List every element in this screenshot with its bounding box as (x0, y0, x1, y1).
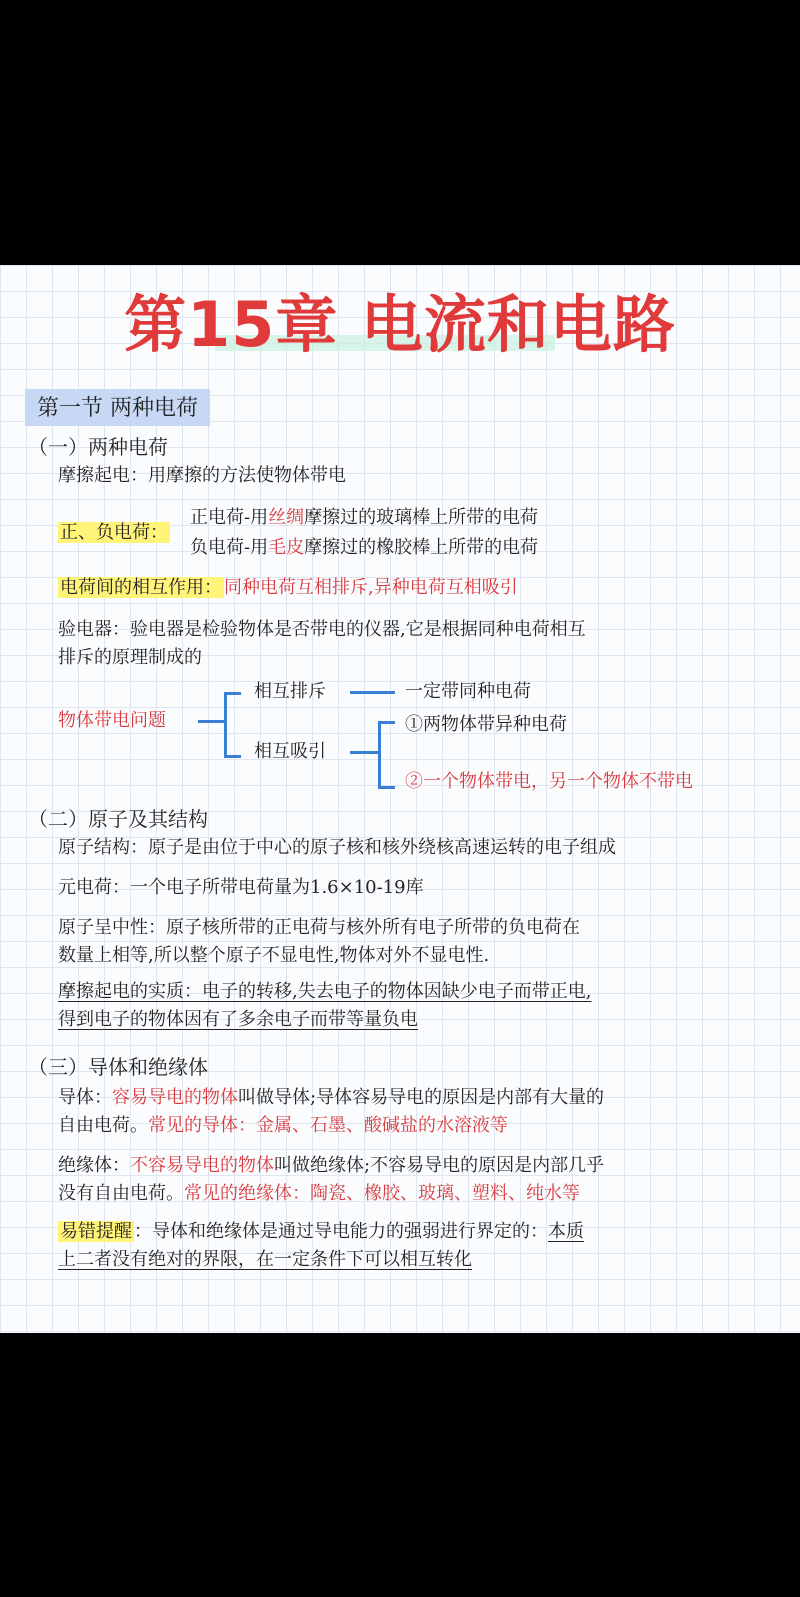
positive-charge-line: 正电荷-用丝绸摩擦过的玻璃棒上所带的电荷 (190, 507, 539, 528)
conductor-line-1: 导体：容易导电的物体叫做导体;导体容易导电的原因是内部有大量的 (58, 1087, 605, 1108)
root-connector (198, 720, 224, 723)
essence-line-1: 摩擦起电的实质：电子的转移,失去电子的物体因缺少电子而带正电, (58, 981, 592, 1002)
attract-result-1: ①两物体带异种电荷 (405, 714, 567, 735)
repel-result: 一定带同种电荷 (405, 681, 531, 702)
essence-line-2: 得到电子的物体因有了多余电子而带等量负电 (58, 1009, 418, 1030)
charge-label: 正、负电荷： (60, 522, 168, 543)
section-heading: 第一节 两种电荷 (25, 389, 210, 426)
chapter-title: 第15章 电流和电路 (124, 288, 676, 361)
diagram-root: 物体带电问题 (58, 710, 166, 731)
repel-label: 相互排斥 (254, 681, 326, 702)
unit-charge: 元电荷：一个电子所带电荷量为1.6×10-19库 (58, 877, 424, 898)
insulator-line-1: 绝缘体：不容易导电的物体叫做绝缘体;不容易导电的原因是内部几乎 (58, 1155, 605, 1176)
electroscope-line-1: 验电器：验电器是检验物体是否带电的仪器,它是根据同种电荷相互 (58, 619, 586, 640)
electroscope-line-2: 排斥的原理制成的 (58, 647, 202, 668)
atom-structure: 原子结构：原子是由位于中心的原子核和核外绕核高速运转的电子组成 (58, 837, 616, 858)
attract-result-2: ②一个物体带电，另一个物体不带电 (405, 771, 693, 792)
interaction-line: 电荷间的相互作用： 同种电荷互相排斥,异种电荷互相吸引 (60, 577, 518, 598)
friction-line: 摩擦起电：用摩擦的方法使物体带电 (58, 465, 346, 486)
tip-line-1: 易错提醒 ：导体和绝缘体是通过导电能力的强弱进行界定的：本质 (60, 1221, 584, 1242)
neutral-line-2: 数量上相等,所以整个原子不显电性,物体对外不显电性. (58, 945, 490, 966)
root-brace (224, 692, 241, 758)
attract-brace (378, 721, 395, 789)
tip-line-2: 上二者没有绝对的界限，在一定条件下可以相互转化 (58, 1249, 472, 1270)
subheading-charges: （一）两种电荷 (28, 435, 168, 459)
conductor-line-2: 自由电荷。常见的导体：金属、石墨、酸碱盐的水溶液等 (58, 1115, 508, 1136)
attract-connector (350, 751, 378, 754)
neutral-line-1: 原子呈中性：原子核所带的正电荷与核外所有电子所带的负电荷在 (58, 917, 580, 938)
attract-label: 相互吸引 (254, 741, 326, 762)
negative-charge-line: 负电荷-用毛皮摩擦过的橡胶棒上所带的电荷 (190, 537, 539, 558)
subheading-atom: （二）原子及其结构 (28, 807, 208, 831)
note-page (0, 265, 800, 1333)
repel-connector (350, 691, 395, 694)
subheading-conductor: （三）导体和绝缘体 (28, 1055, 208, 1079)
insulator-line-2: 没有自由电荷。常见的绝缘体：陶瓷、橡胶、玻璃、塑料、纯水等 (58, 1183, 580, 1204)
